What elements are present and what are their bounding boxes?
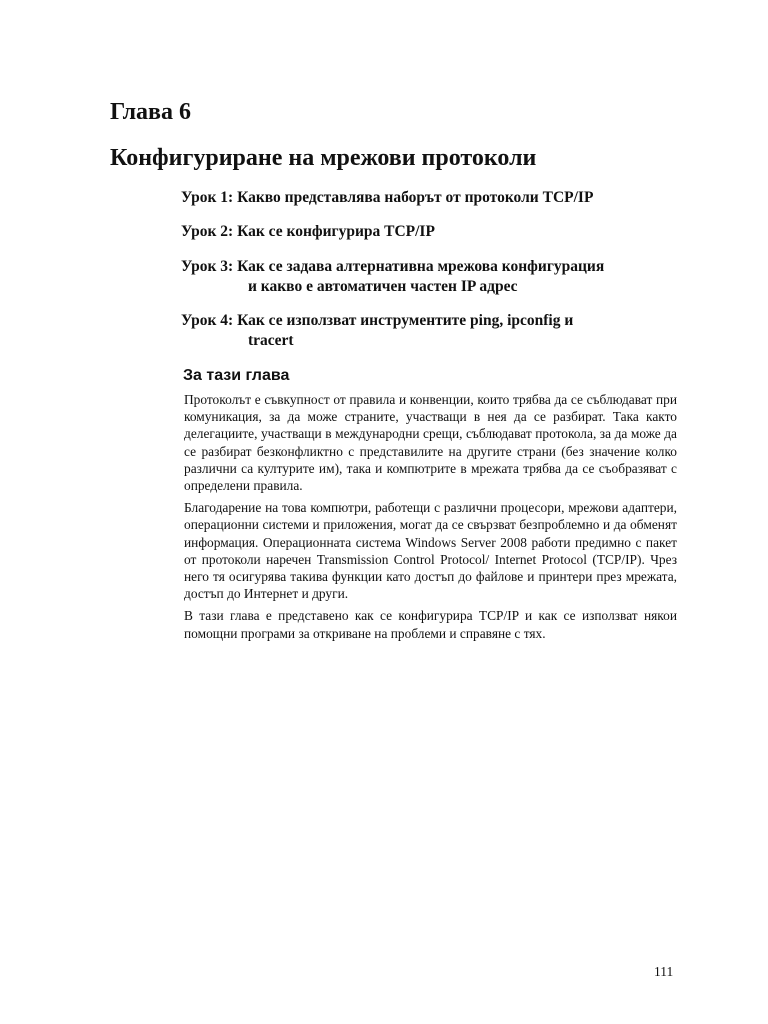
- lesson-line: Урок 4: Как се използват инструментите ping, ipconfig и: [181, 312, 574, 329]
- chapter-title: Конфигуриране на мрежови протоколи: [110, 145, 537, 171]
- lesson-line-continued: tracert: [248, 332, 294, 349]
- page-number: 111: [654, 964, 674, 979]
- chapter-label: Глава 6: [110, 99, 191, 125]
- section-body: [184, 391, 677, 647]
- lesson-line: Урок 2: Как се конфигурира TCP/IP: [181, 223, 435, 240]
- lesson-line: Урок 3: Как се задава алтернативна мрежова конфигурация: [181, 258, 605, 275]
- section-heading: За тази глава: [183, 367, 290, 384]
- lesson-line-continued: и какво е автоматичен частен IP адрес: [248, 278, 518, 295]
- lesson-line: Урок 1: Какво представлява наборът от протоколи TCP/IP: [181, 189, 594, 206]
- lesson-item: [181, 222, 435, 242]
- lesson-item: [181, 311, 573, 351]
- paragraph: Благодарение на това компютри, работещи с различни процесори, мрежови адаптери, операционни системи и приложения, могат да се свързват безпроблемно и да обменят информация. Операционната система Windows Server 2008 работи предимно с пакет от протоколи наречен Transmission Control Protocol/ Internet Protocol (TCP/IP). Чрез него тя осигурява такива функции като достъп до файлове и принтери през мрежата, достъп до Интернет и други.: [184, 500, 677, 602]
- lesson-item: [181, 188, 593, 208]
- paragraph: Протоколът е съвкупност от правила и конвенции, които трябва да се съблюдават при комуникация, за да може страните, участващи в нея да се разбират. Така както делегациите, участващи в международни срещи, съблюдават протокола, за да може да се разбират безконфликтно с представилите на другите страни (без значение колко различни са културите им), така и компютрите в мрежата трябва да се съобразяват с определени правила.: [184, 392, 677, 494]
- lesson-item: [181, 257, 604, 297]
- paragraph: В тази глава е представено как се конфигурира TCP/IP и как се използват някои помощни програми за откриване на проблеми и справяне с тях.: [184, 608, 677, 641]
